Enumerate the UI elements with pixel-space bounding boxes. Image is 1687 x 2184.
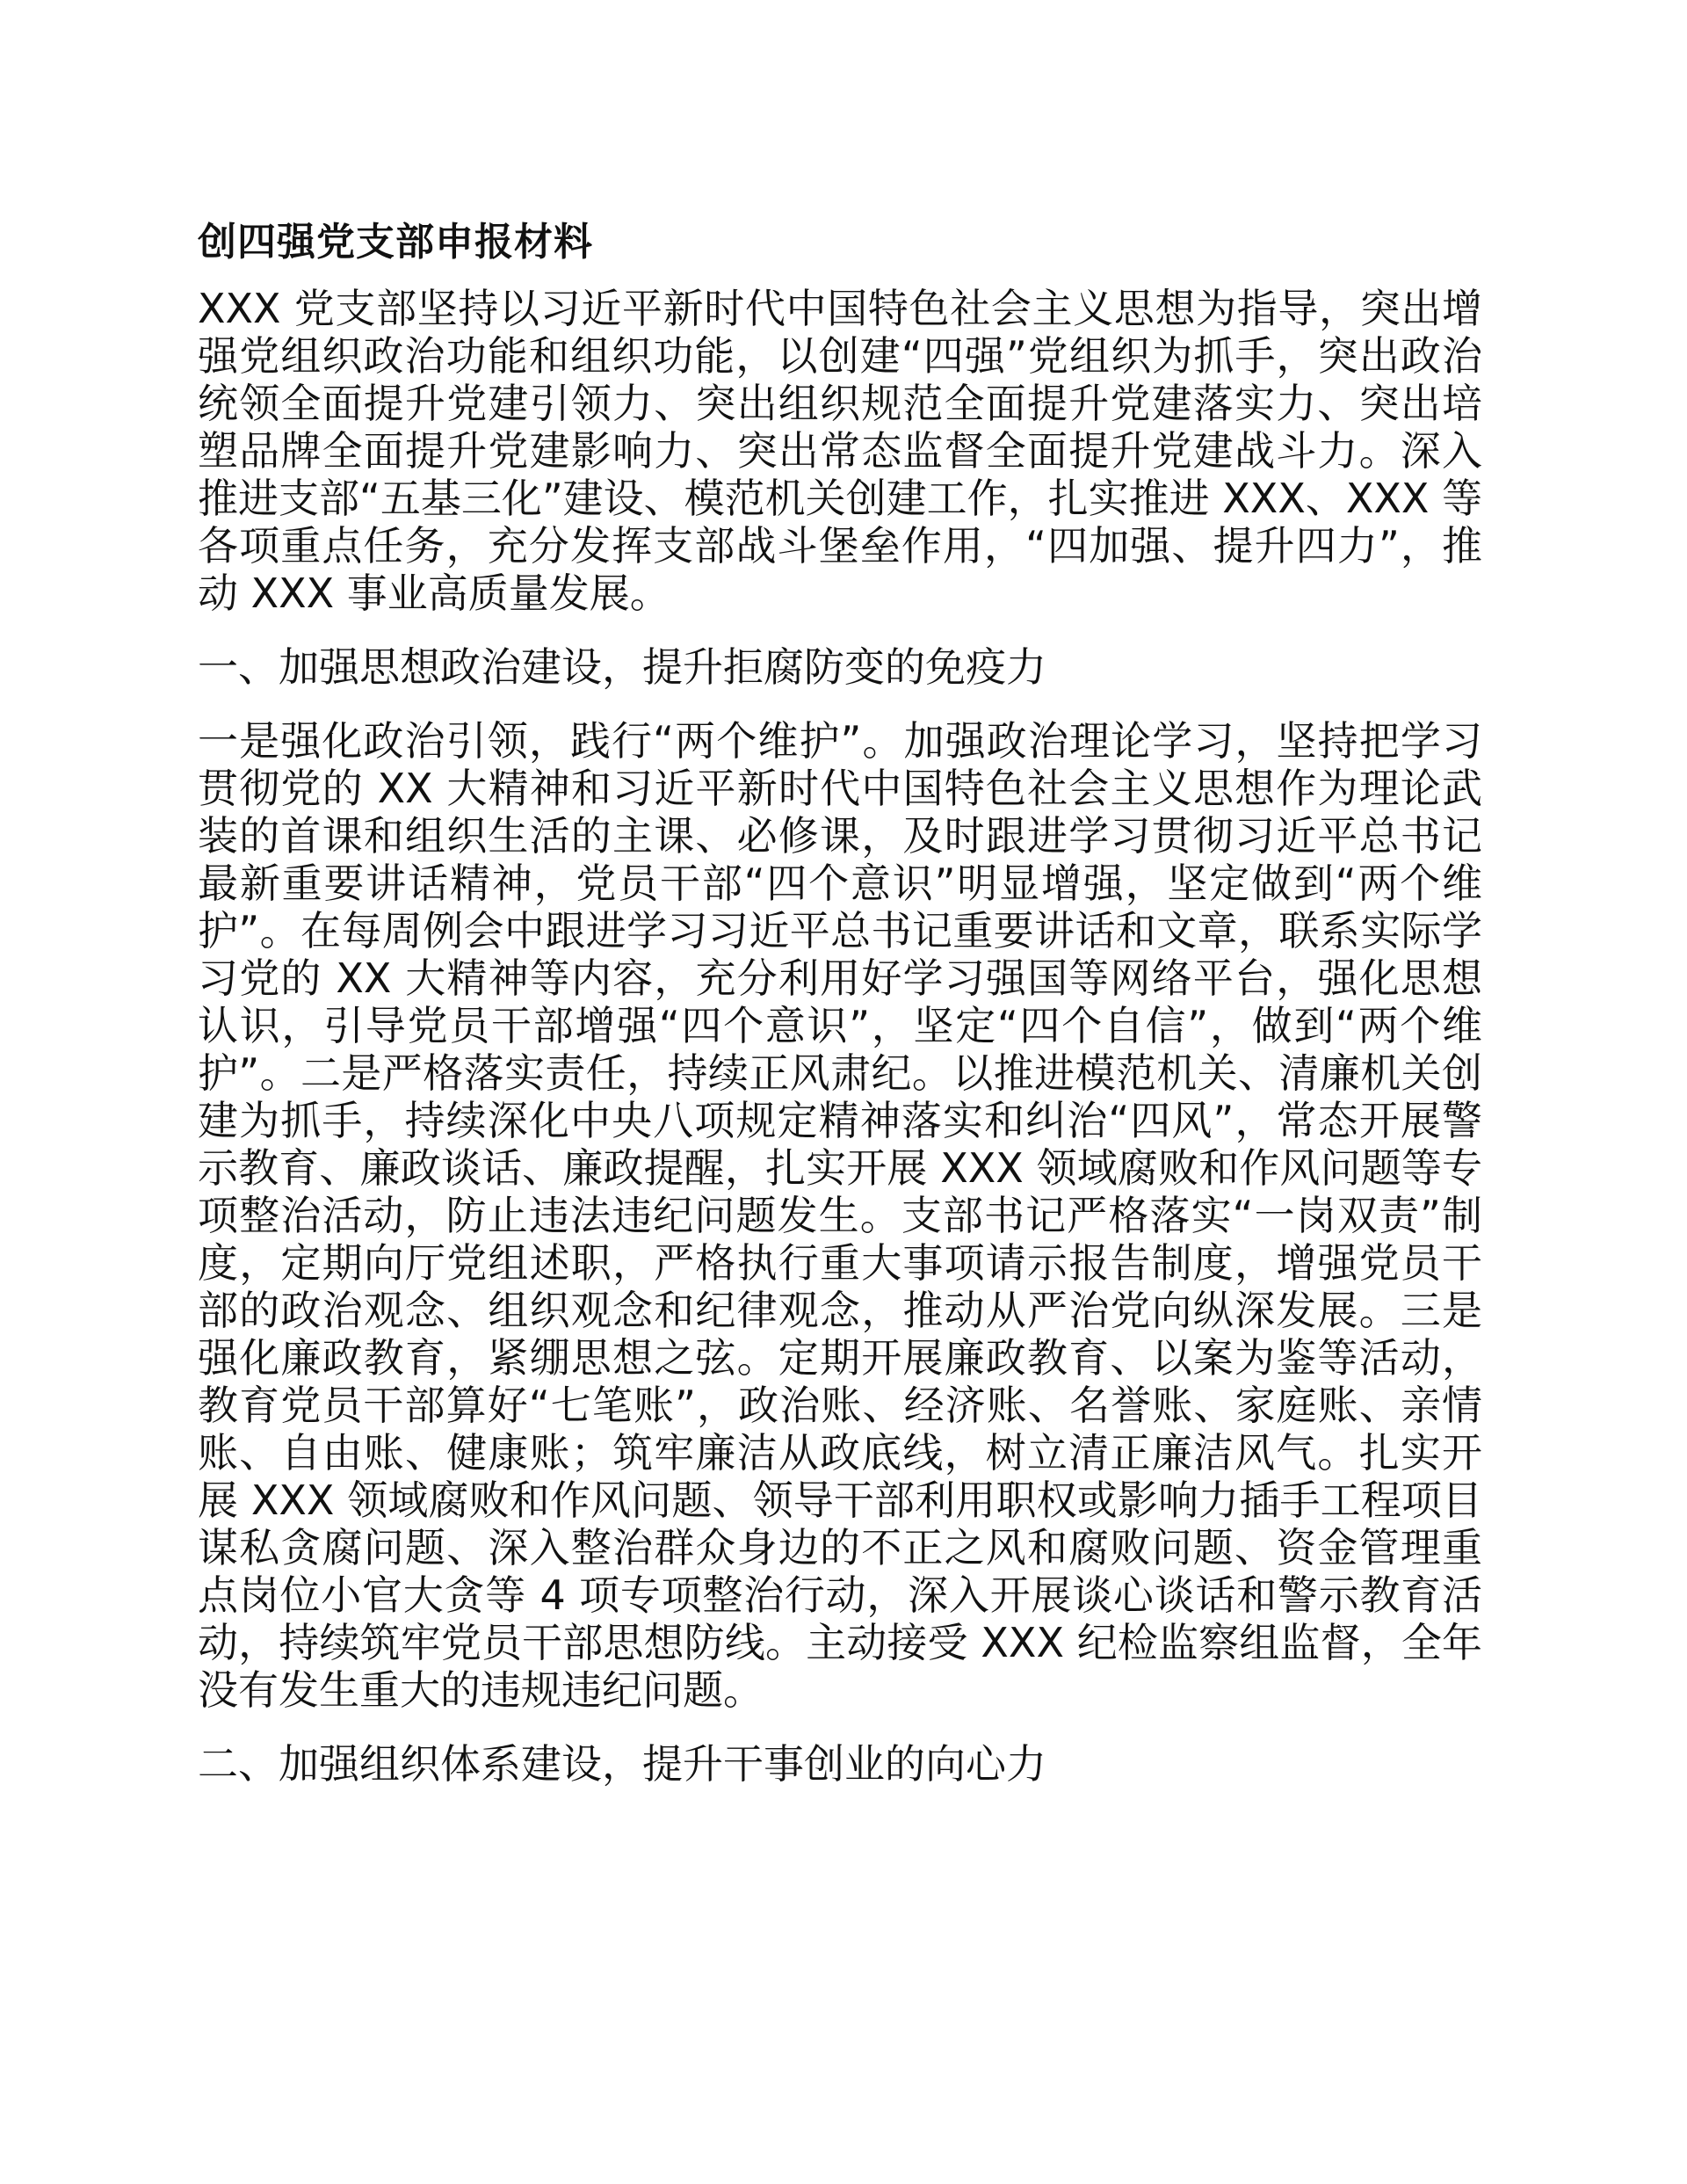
intro-paragraph: XXX 党支部坚持以习近平新时代中国特色社会主义思想为指导，突出增强党组织政治功能和组织功能，以创建“四强”党组织为抓手，突出政治统领全面提升党建引领力、突出组织规范全面提升党建落实力、突出培塑品牌全面提升党建影响力、突出常态监督全面提升党建战斗力。深入推进支部“五基三化”建设、模范机关创建工作，扎实推进 XXX、XXX 等各项重点任务，充分发挥支部战斗堡垒作用，“四加强、提升四力”，推动 XXX 事业高质量发展。: [198, 285, 1482, 617]
section-1-heading: 一、加强思想政治建设，提升拒腐防变的免疫力: [198, 643, 1046, 691]
section-1-paragraph: 一是强化政治引领，践行“两个维护”。加强政治理论学习，坚持把学习贯彻党的 XX 大精神和习近平新时代中国特色社会主义思想作为理论武装的首课和组织生活的主课、必修课，及时跟进学习贯彻习近平总书记最新重要讲话精神，党员干部“四个意识”明显增强，坚定做到“两个维护”。在每周例会中跟进学习习近平总书记重要讲话和文章，联系实际学习党的 XX 大精神等内容，充分利用好学习强国等网络平台，强化思想认识，引导党员干部增强“四个意识”，坚定“四个自信”，做到“两个维护”。二是严格落实责任，持续正风肃纪。以推进模范机关、清廉机关创建为抓手，持续深化中央八项规定精神落实和纠治“四风”，常态开展警示教育、廉政谈话、廉政提醒，扎实开展 XXX 领域腐败和作风问题等专项整治活动，防止违法违纪问题发生。支部书记严格落实“一岗双责”制度，定期向厅党组述职，严格执行重大事项请示报告制度，增强党员干部的政治观念、组织观念和纪律观念，推动从严治党向纵深发展。三是强化廉政教育，紧绷思想之弦。定期开展廉政教育、以案为鉴等活动，教育党员干部算好“七笔账”，政治账、经济账、名誉账、家庭账、亲情账、自由账、健康账；筑牢廉洁从政底线，树立清正廉洁风气。扎实开展 XXX 领域腐败和作风问题、领导干部利用职权或影响力插手工程项目谋私贪腐问题、深入整治群众身边的不正之风和腐败问题、资金管理重点岗位小官大贪等 4 项专项整治行动，深入开展谈心谈话和警示教育活动，持续筑牢党员干部思想防线。主动接受 XXX 纪检监察组监督，全年没有发生重大的违规违纪问题。: [198, 717, 1482, 1714]
document-body: [198, 218, 1482, 1814]
section-2-heading: 二、加强组织体系建设，提升干事创业的向心力: [198, 1740, 1046, 1788]
document-title: 创四强党支部申报材料: [198, 220, 593, 265]
